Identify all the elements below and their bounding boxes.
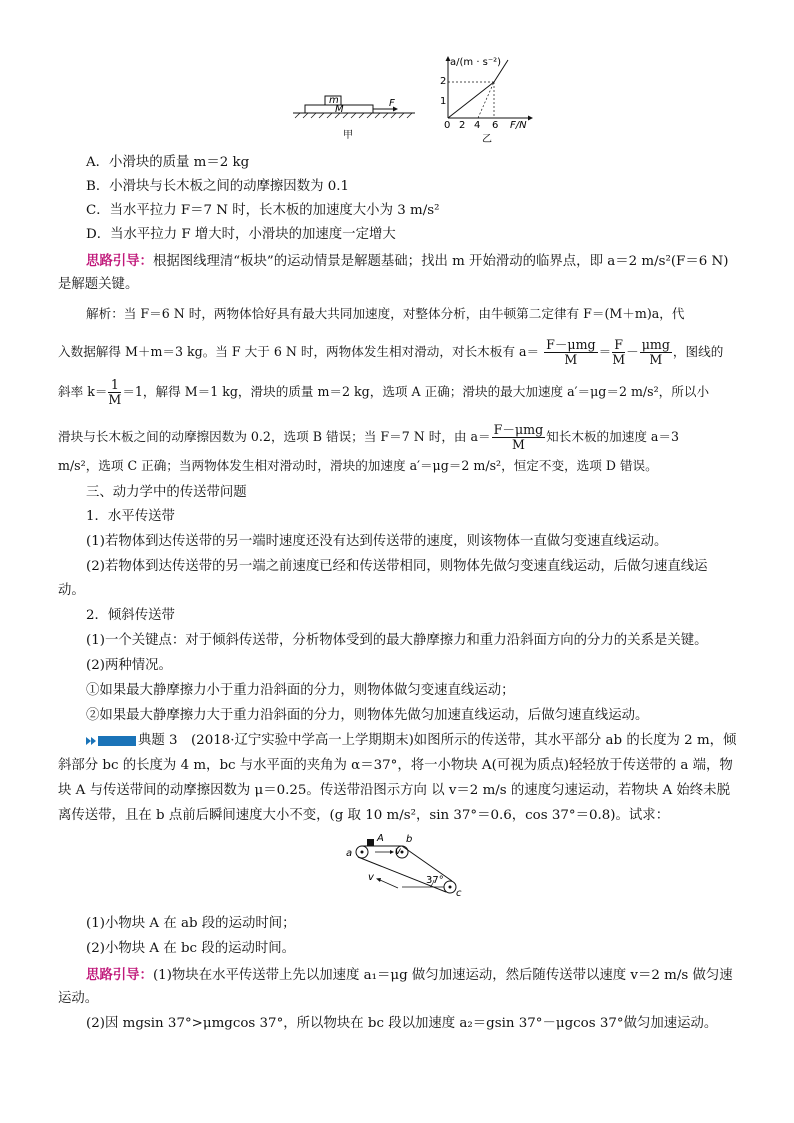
section3-title: 三、动力学中的传送带问题 — [86, 485, 247, 500]
option-b: B．小滑块与长木板之间的动摩擦因数为 0.1 — [86, 179, 350, 194]
question-1: (1)小物块 A 在 ab 段的运动时间； — [86, 916, 296, 931]
equals: ＝ — [598, 344, 612, 359]
analysis-line3 — [58, 378, 709, 407]
analysis-line4 — [58, 423, 679, 452]
frac-den: M — [649, 352, 663, 367]
section3-p5: ①如果最大静摩擦力小于重力沿斜面的分力，则物体做匀变速直线运动； — [86, 683, 515, 698]
section3-p3: (1)一个关键点：对于倾斜传送带，分析物体受到的最大静摩擦力和重力沿斜面方向的分力的关系是关键。 — [86, 633, 708, 648]
conveyor-belt-diagram — [340, 832, 465, 902]
frac-num: F — [612, 338, 625, 353]
label-a: a — [346, 848, 353, 859]
figure-jia-caption: 甲 — [343, 130, 353, 141]
graph-xtick: 0 — [444, 120, 451, 131]
guide1-line2: 是解题关键。 — [58, 277, 139, 292]
analysis-l2b: ，图线的 — [672, 344, 724, 359]
option-c: C．当水平拉力 F＝7 N 时，长木板的加速度大小为 3 m/s² — [86, 203, 440, 218]
figure-yi-graph — [436, 56, 536, 146]
guide2-line3: (2)因 mgsin 37°>μmgcos 37°，所以物块在 bc 段以加速度 a₂＝gsin 37°－μgcos 37°做匀加速运动。 — [86, 1016, 718, 1031]
label-angle: 37° — [426, 875, 444, 886]
graph-xlabel: F/N — [510, 120, 527, 131]
figure-yi-caption: 乙 — [482, 134, 492, 145]
guide1-line1 — [86, 252, 728, 271]
section3-p1: (1)若物体到达传送带的另一端时速度还没有达到传送带的速度，则该物体一直做匀变速直线运动。 — [86, 534, 668, 549]
analysis-line2 — [58, 338, 723, 367]
guide2-text1: (1)物块在水平传送带上先以加速度 a₁＝μg 做匀加速运动，然后随传送带以速度 v＝2 m/s 做匀速 — [152, 968, 733, 983]
example-marker-icon — [86, 735, 136, 747]
label-c: c — [456, 888, 462, 899]
graph-line-common — [448, 82, 494, 118]
analysis-l2a: 入数据解得 M＋m＝3 kg。当 F 大于 6 N 时，两物体发生相对滑动，对长木板有 a＝ — [58, 344, 540, 359]
label-A: A — [377, 833, 384, 844]
section3-p2a: (2)若物体到达传送带的另一端之前速度已经和传送带相同，则物体先做匀变速直线运动，后做匀速直线运 — [86, 559, 708, 574]
graph-xtick: 4 — [474, 120, 481, 131]
guide2-line1 — [86, 966, 733, 985]
frac-num: F－μmg — [546, 337, 596, 352]
graph-xtick: 2 — [459, 120, 466, 131]
label-M: M — [335, 104, 344, 115]
analysis-line5: m/s²，选项 C 正确；当两物体发生相对滑动时，滑块的加速度 a′＝μg＝2 m/s²，恒定不变，选项 D 错误。 — [58, 458, 658, 473]
analysis-l3b: ＝1，解得 M＝1 kg，滑块的质量 m＝2 kg，选项 A 正确；滑块的最大加速度 a′＝μg＝2 m/s²，所以小 — [122, 384, 710, 399]
block-A — [367, 839, 374, 846]
example3-line1: 典题 3 (2018·辽宁实验中学高一上学期期末)如图所示的传送带，其水平部分 ab 的长度为 2 m，倾 — [138, 733, 737, 748]
analysis-l3a: 斜率 k＝ — [58, 384, 108, 399]
guide2-label: 思路引导： — [86, 967, 153, 983]
label-m: m — [329, 95, 339, 106]
question-2: (2)小物块 A 在 bc 段的运动时间。 — [86, 941, 296, 956]
option-a: A．小滑块的质量 m＝2 kg — [86, 155, 250, 170]
figure-jia — [285, 86, 425, 144]
analysis-line1: 解析：当 F＝6 N 时，两物体恰好具有最大共同加速度，对整体分析，由牛顿第二定律有 F＝(M＋m)a，代 — [86, 306, 685, 321]
example3-line2: 斜部分 bc 的长度为 4 m，bc 与水平面的夹角为 α＝37°，将一小物块 A(可视为质点)轻轻放于传送带的 a 端，物 — [58, 758, 733, 773]
section3-h1: 1．水平传送带 — [86, 509, 175, 524]
label-v1: v — [395, 846, 401, 857]
option-d: D．当水平拉力 F 增大时，小滑块的加速度一定增大 — [86, 227, 396, 242]
guide2-line2: 运动。 — [58, 991, 99, 1006]
analysis-l4b: 知长木板的加速度 a＝3 — [546, 429, 680, 444]
section3-h2: 2．倾斜传送带 — [86, 608, 175, 623]
frac-num: μmg — [641, 337, 670, 352]
label-v2: v — [368, 872, 374, 883]
guide1-text1: 根据图线理清“板块”的运动情景是解题基础；找出 m 开始滑动的临界点，即 a＝2 m/s²(F＝6 N) — [152, 254, 729, 269]
graph-ytick: 2 — [440, 76, 447, 87]
analysis-l4a: 滑块与长木板之间的动摩擦因数为 0.2，选项 B 错误；当 F＝7 N 时，由 a＝ — [58, 429, 491, 444]
frac-num: 1 — [108, 378, 121, 393]
frac-num: F－μmg — [493, 422, 544, 437]
label-b: b — [406, 834, 413, 845]
guide1-label: 思路引导： — [86, 253, 153, 269]
frac-den: M — [511, 437, 525, 452]
minus: － — [626, 344, 639, 359]
graph-xtick: 6 — [492, 120, 499, 131]
section3-p2b: 动。 — [58, 583, 85, 598]
example3-line4: 离传送带，且在 b 点前后瞬间速度大小不变，(g 取 10 m/s²，sin 37°＝0.6，cos 37°＝0.8)。试求： — [58, 808, 670, 823]
frac-den: M — [612, 352, 626, 367]
graph-ylabel: a/(m · s⁻²) — [450, 57, 502, 68]
frac-den: M — [564, 352, 578, 367]
section3-p4: (2)两种情况。 — [86, 658, 172, 673]
section3-p6: ②如果最大静摩擦力大于重力沿斜面的分力，则物体先做匀加速直线运动，后做匀速直线运动。 — [86, 708, 649, 723]
example3-line3: 块 A 与传送带间的动摩擦因数为 μ＝0.25。传送带沿图示方向 以 v＝2 m/s 的速度匀速运动，若物块 A 始终未脱 — [58, 783, 730, 798]
frac-den: M — [108, 392, 122, 407]
label-F: F — [389, 98, 395, 109]
graph-ytick: 1 — [440, 96, 447, 107]
